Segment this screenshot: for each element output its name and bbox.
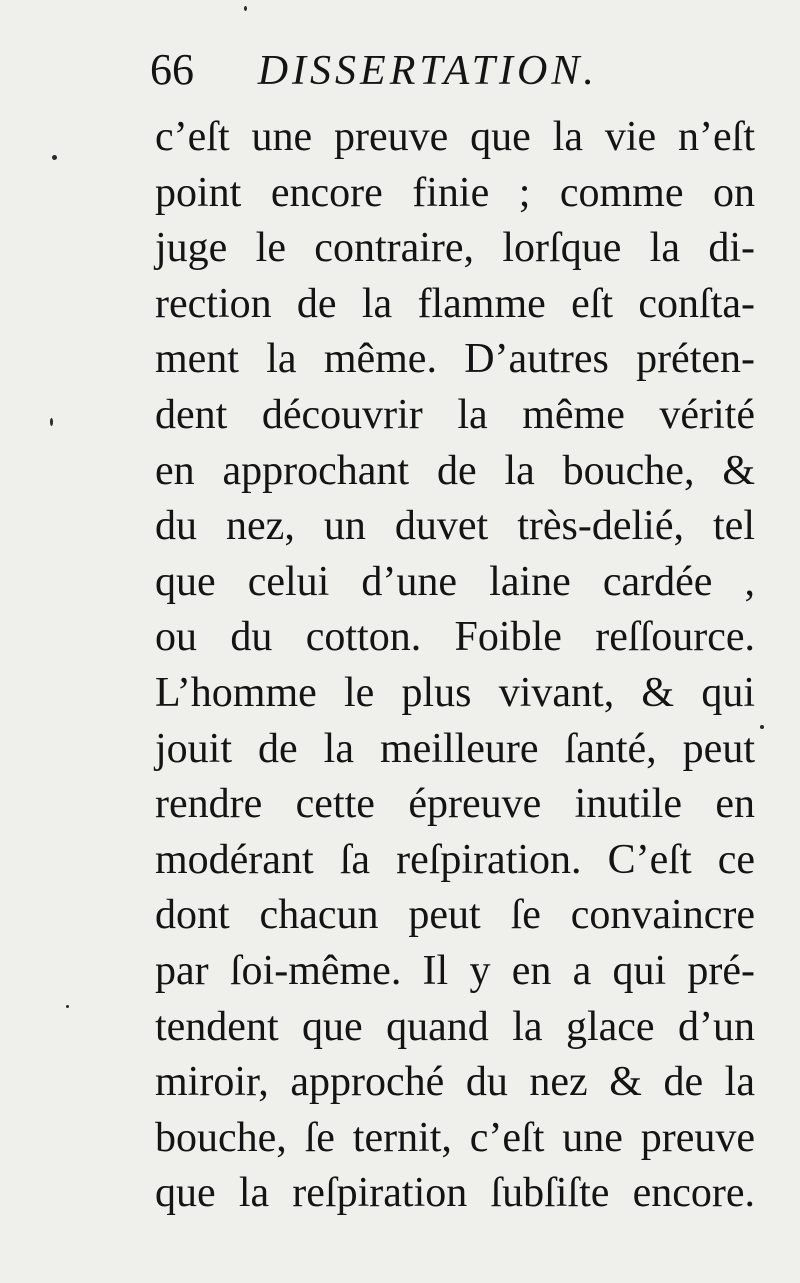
text-line: tendent que quand la glace d’un [155, 1003, 755, 1050]
text-line: modérant ſa reſpiration. C’eſt ce [155, 836, 755, 883]
paper-speck [66, 1005, 69, 1008]
text-line: miroir, approché du nez & de la [155, 1059, 755, 1106]
paper-speck [50, 418, 53, 426]
paper-speck [52, 155, 57, 160]
text-line: ou du cotton. Foible reſſource. [155, 614, 755, 661]
text-line: que la reſpiration ſubſiſte encore. [155, 1170, 755, 1217]
text-line: ment la même. D’autres préten- [155, 336, 755, 383]
text-line: point encore finie ; comme on [155, 169, 755, 216]
text-line: juge le contraire, lorſque la di- [155, 225, 755, 272]
body-text [155, 110, 755, 1222]
text-line: rection de la flamme eſt conſta- [155, 280, 755, 327]
text-line: rendre cette épreuve inutile en [155, 781, 755, 828]
running-head-title: DISSERTATION. [257, 48, 598, 94]
text-line: en approchant de la bouche, & [155, 447, 755, 494]
text-line: jouit de la meilleure ſanté, peut [155, 725, 755, 772]
page-number: 66 [150, 45, 194, 94]
text-line: dent découvrir la même vérité [155, 391, 755, 438]
text-line: par ſoi-même. Il y en a qui pré- [155, 947, 755, 994]
paper-speck [760, 725, 764, 729]
text-line: c’eſt une preuve que la vie n’eſt [155, 114, 755, 160]
text-line: que celui d’une laine cardée , [155, 558, 755, 605]
paper-speck [244, 6, 247, 11]
text-line: dont chacun peut ſe convaincre [155, 892, 755, 939]
text-line: bouche, ſe ternit, c’eſt une preuve [155, 1114, 755, 1161]
text-line: L’homme le plus vivant, & qui [155, 669, 755, 716]
running-head [150, 40, 750, 100]
text-line: du nez, un duvet très-delié, tel [155, 503, 755, 550]
